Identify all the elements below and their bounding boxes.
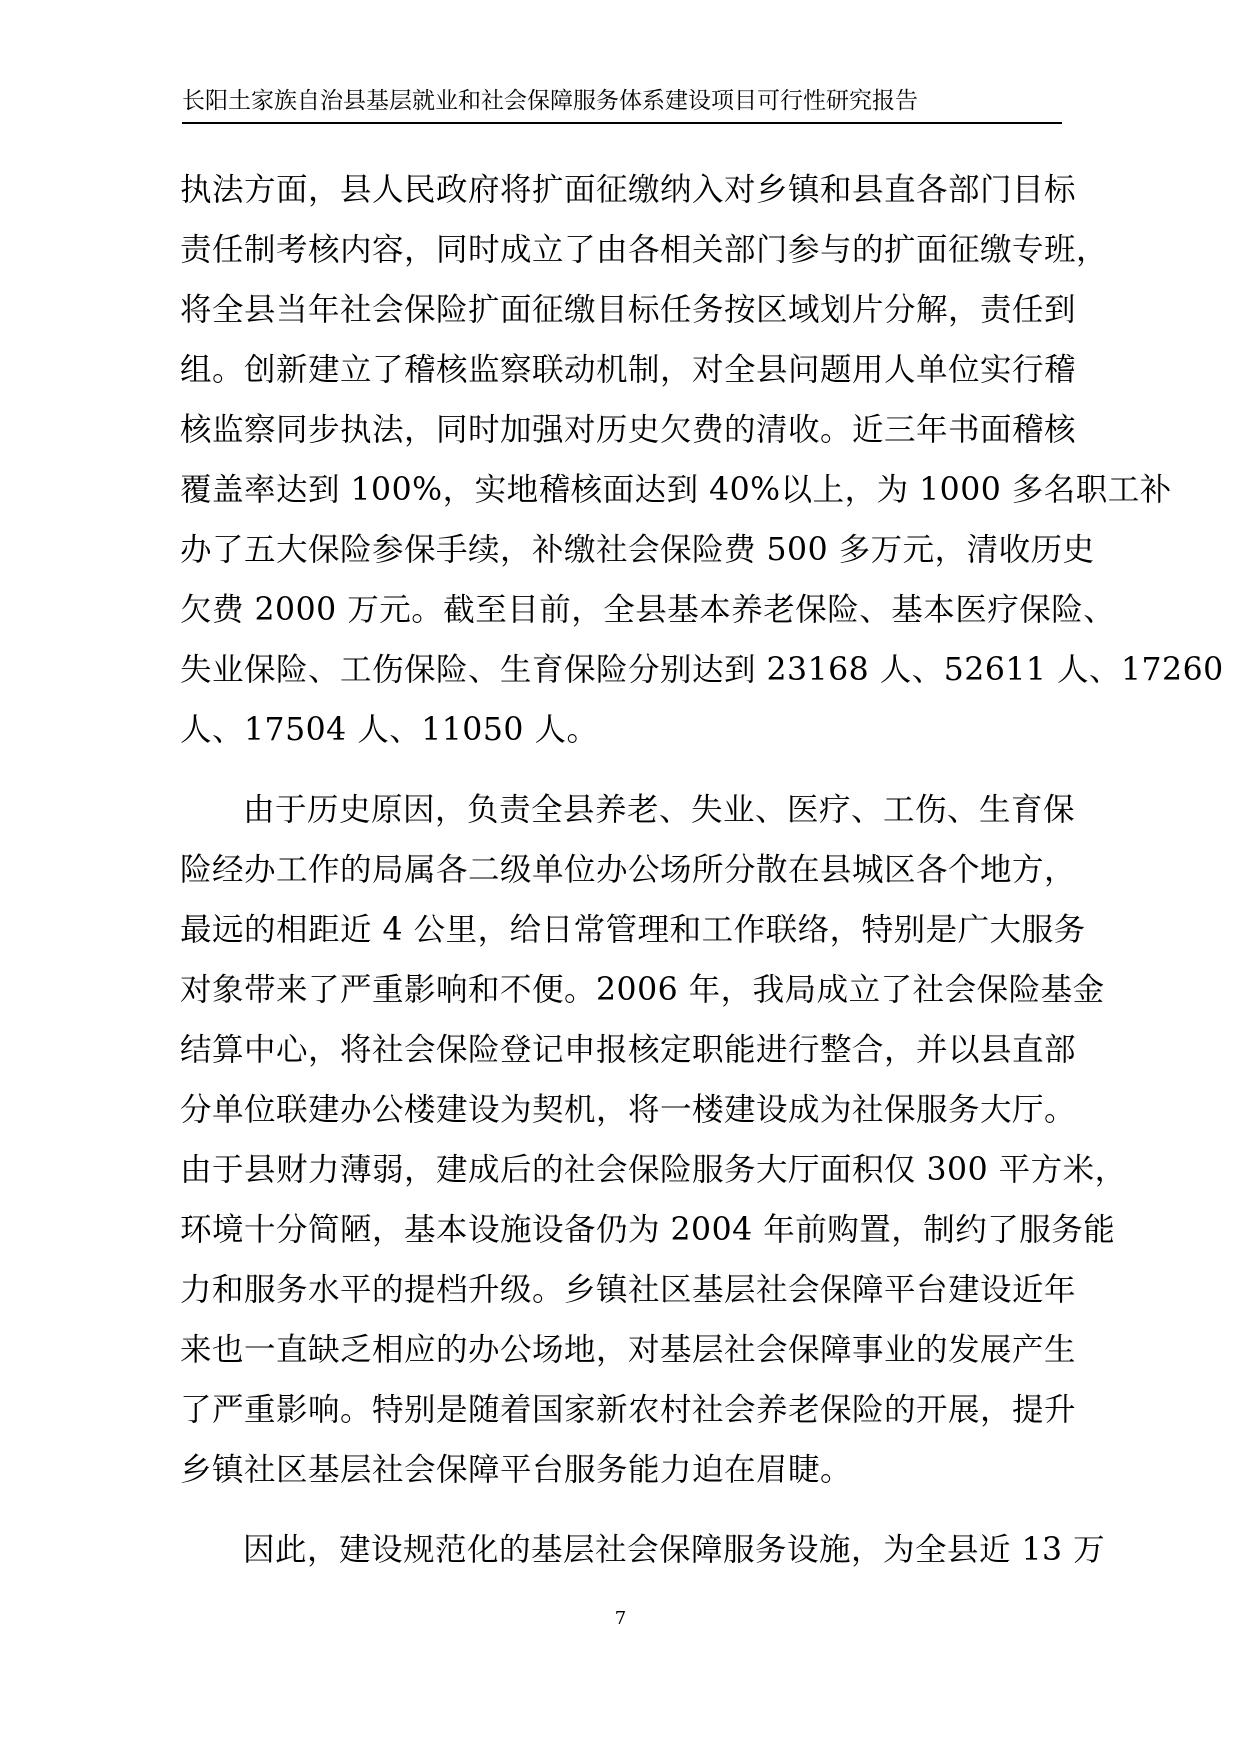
text-line: 覆盖率达到 100%，实地稽核面达到 40%以上，为 1000 多名职工补: [180, 472, 1172, 508]
text-line: 组。创新建立了稽核监察联动机制，对全县问题用人单位实行稽: [180, 352, 1077, 388]
text-line: 来也一直缺乏相应的办公场地，对基层社会保障事业的发展产生: [180, 1332, 1077, 1368]
text-line: 执法方面，县人民政府将扩面征缴纳入对乡镇和县直各部门目标: [180, 172, 1077, 208]
text-line: 将全县当年社会保险扩面征缴目标任务按区域划片分解，责任到: [180, 292, 1077, 328]
document-body: [180, 160, 1224, 1580]
text-line: 了严重影响。特别是随着国家新农村社会养老保险的开展，提升: [180, 1392, 1077, 1428]
text-line: 由于县财力薄弱，建成后的社会保险服务大厅面积仅 300 平方米，: [180, 1152, 1127, 1188]
text-line: 对象带来了严重影响和不便。2006 年，我局成立了社会保险基金: [180, 972, 1105, 1008]
running-header: [182, 86, 1062, 124]
text-line: 力和服务水平的提档升级。乡镇社区基层社会保障平台建设近年: [180, 1272, 1077, 1308]
paragraph-gap: [180, 1500, 1060, 1520]
text-line: 核监察同步执法，同时加强对历史欠费的清收。近三年书面稽核: [180, 412, 1077, 448]
text-line: 分单位联建办公楼建设为契机，将一楼建设成为社保服务大厅。: [180, 1092, 1077, 1128]
text-line: 环境十分简陋，基本设施设备仍为 2004 年前购置，制约了服务能: [180, 1212, 1116, 1248]
paragraph-gap: [180, 760, 1060, 780]
text-line: 责任制考核内容，同时成立了由各相关部门参与的扩面征缴专班，: [180, 232, 1109, 268]
text-line: 最远的相距近 4 公里，给日常管理和工作联络，特别是广大服务: [180, 912, 1086, 948]
text-line: 欠费 2000 万元。截至目前，全县基本养老保险、基本医疗保险、: [180, 592, 1116, 628]
page-number: 7: [614, 1608, 627, 1629]
text-line: 结算中心，将社会保险登记申报核定职能进行整合，并以县直部: [180, 1032, 1077, 1068]
report-title: 长阳土家族自治县基层就业和社会保障服务体系建设项目可行性研究报告: [182, 88, 918, 114]
text-line: 人、17504 人、11050 人。: [180, 712, 599, 748]
text-line: 办了五大保险参保手续，补缴社会保险费 500 多万元，清收历史: [180, 532, 1095, 568]
text-line: 由于历史原因，负责全县养老、失业、医疗、工伤、生育保: [243, 792, 1076, 828]
text-line: 险经办工作的局属各二级单位办公场所分散在县城区各个地方，: [180, 852, 1077, 888]
text-line: 因此，建设规范化的基层社会保障服务设施，为全县近 13 万: [243, 1532, 1106, 1568]
text-line: 乡镇社区基层社会保障平台服务能力迫在眉睫。: [180, 1452, 853, 1488]
text-line: 失业保险、工伤保险、生育保险分别达到 23168 人、52611 人、17260: [180, 652, 1224, 688]
